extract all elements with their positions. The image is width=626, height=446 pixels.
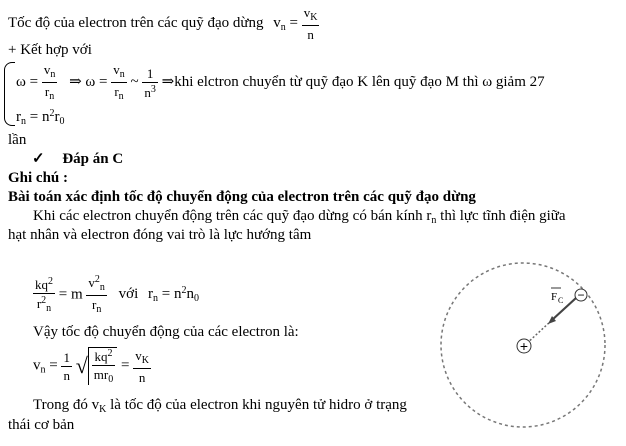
nucleus — [517, 338, 531, 354]
velocity-intro: Tốc độ của electron trên các quỹ đạo dừng $v_n$ = $\frac{v_K}{n}$ — [8, 5, 318, 42]
note-heading: Ghi chú : — [8, 170, 69, 186]
paragraph-1-line-1: Khi các electron chuyển động trên các quỹ đạo dừng có bán kính $r_n$ thì lực tĩnh điện giữa — [33, 208, 566, 226]
electron — [575, 288, 587, 302]
paragraph-1-line-2: hạt nhân và electron đóng vai trò là lực hướng tâm — [8, 227, 312, 243]
check-icon: ✓ — [32, 151, 45, 167]
paragraph-2: Vậy tốc độ chuyển động của các electron là: — [33, 324, 299, 340]
velocity-equation: $v_n$ = $\frac{1}{n}$ √ $\frac{kq^2}{mr_0}$ = $\frac{v_K}{n}$ — [33, 347, 149, 385]
square-root: √ $\frac{kq^2}{mr_0}$ — [76, 347, 118, 385]
problem-title: Bài toán xác định tốc độ chuyển động của electron trên các quỹ đạo dừng — [8, 189, 476, 205]
svg-text:+: + — [519, 338, 529, 354]
svg-text:C: C — [558, 296, 564, 305]
answer-label: Đáp án C — [62, 151, 124, 167]
centripetal-equation: $\frac{kq^2}{r^2_n}$ = m $\frac{v^2_n}{r_n}$ với $r_n = n^2n_0$ — [35, 274, 199, 315]
svg-text:−: − — [577, 288, 585, 302]
vk-over-n-fraction: $\frac{v_K}{n}$ — [303, 5, 318, 42]
electron-orbit-diagram — [440, 250, 610, 440]
radius-formula: $r_n = n^2r_0$ — [16, 108, 65, 127]
omega-system-row: ω = $\frac{v_n}{r_n}$ ⇒ ω = $\frac{v_n}{r_n}$ ~ $\frac{1}{n^3}$ ⇒khi elctron chuyển từ quỹ đạo K lên quỹ đạo M thì ω giảm 27 — [16, 62, 545, 102]
omega-conclusion: ⇒khi elctron chuyển từ quỹ đạo K lên quỹ đạo M thì ω giảm 27 — [161, 73, 545, 90]
paragraph-3-line-2: thái cơ bản — [8, 417, 75, 433]
combine-text: + Kết hợp với — [8, 42, 92, 58]
answer-line — [32, 152, 123, 167]
force-label — [551, 288, 563, 305]
times-word: lần — [8, 132, 27, 148]
system-brace — [4, 62, 15, 126]
svg-text:F: F — [551, 291, 558, 303]
paragraph-3-line-1: Trong đó $v_K$ là tốc độ của electron khi nguyên tử hidro ở trạng — [33, 397, 407, 415]
